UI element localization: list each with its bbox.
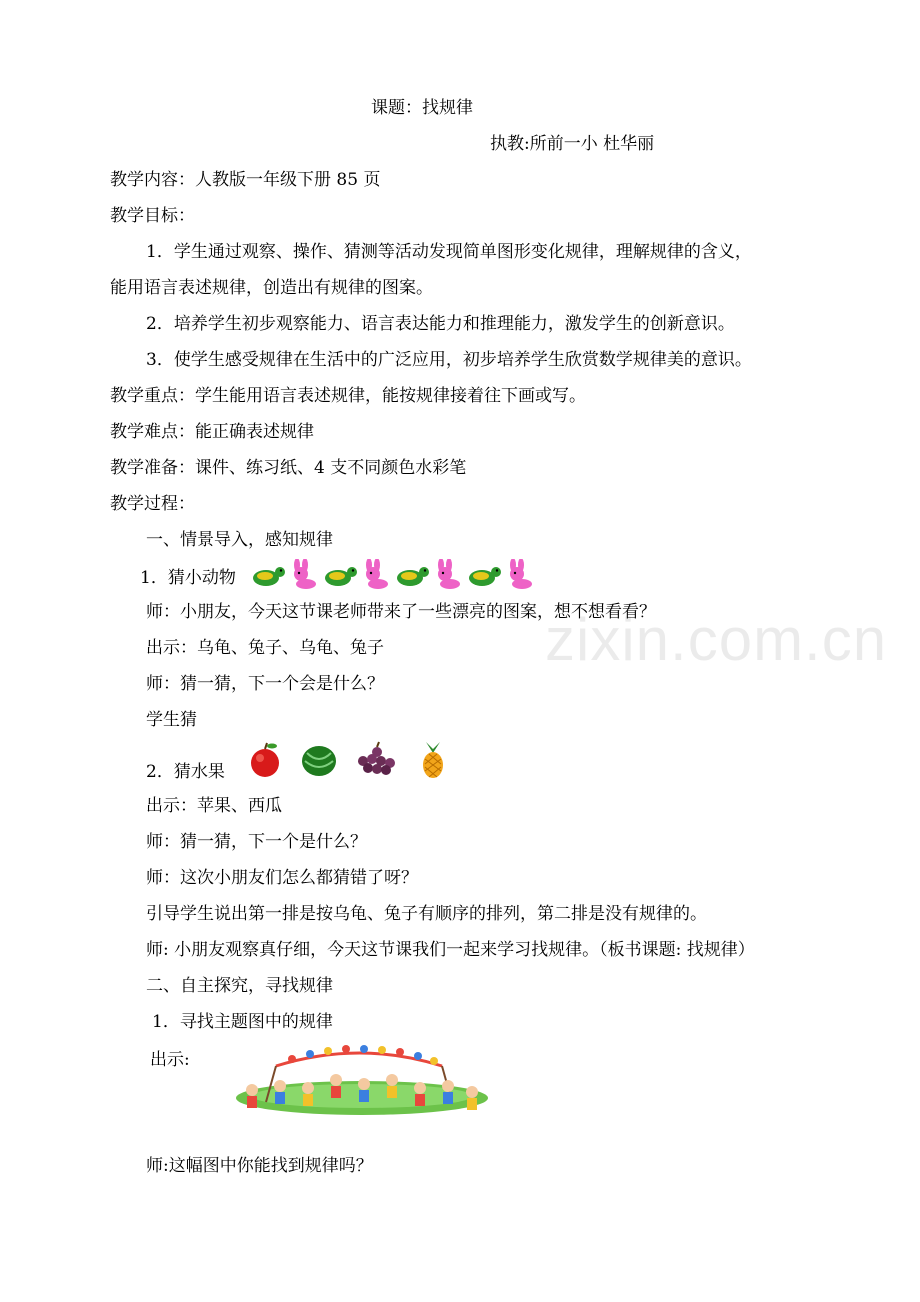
apple-icon xyxy=(245,741,285,779)
subsection-animals: 1．猜小动物 xyxy=(140,567,236,588)
animal-sequence xyxy=(250,559,538,591)
pineapple-icon xyxy=(417,741,449,779)
grapes-icon xyxy=(353,741,403,779)
goals-heading: 教学目标： xyxy=(110,206,195,226)
rabbit-icon xyxy=(286,559,322,591)
watermark: zixin.com.cn xyxy=(545,606,888,673)
goal-1-line-2: 能用语言表述规律，创造出有规律的图案。 xyxy=(110,278,433,298)
teacher-line-5: 师: 小朋友观察真仔细，今天这节课我们一起来学习找规律。（板书课题: 找规律） xyxy=(146,940,755,960)
turtle-icon xyxy=(322,559,358,591)
goal-1-line-1: 1．学生通过观察、操作、猜测等活动发现简单图形变化规律，理解规律的含义， xyxy=(146,242,752,262)
teacher-line-2: 师：猜一猜，下一个会是什么？ xyxy=(146,674,384,694)
fruit-row xyxy=(146,740,463,780)
animal-row xyxy=(140,558,538,592)
key-point: 教学重点：学生能用语言表述规律，能按规律接着往下画或写。 xyxy=(110,386,586,406)
teacher-line-6: 师:这幅图中你能找到规律吗？ xyxy=(146,1156,373,1176)
difficulty: 教学难点：能正确表述规律 xyxy=(110,422,314,442)
rabbit-icon xyxy=(502,559,538,591)
rabbit-icon xyxy=(430,559,466,591)
show-line-3: 出示: xyxy=(150,1050,190,1070)
show-line-1: 出示：乌龟、兔子、乌龟、兔子 xyxy=(146,638,384,658)
student-guess: 学生猜 xyxy=(146,710,197,730)
guide-line: 引导学生说出第一排是按乌龟、兔子有顺序的排列，第二排是没有规律的。 xyxy=(146,904,707,924)
process-heading: 教学过程： xyxy=(110,494,195,514)
subsection-fruits: 2．猜水果 xyxy=(146,761,225,782)
teacher-line-4: 师：这次小朋友们怎么都猜错了呀？ xyxy=(146,868,418,888)
theme-picture xyxy=(232,1042,488,1116)
teacher-line-1: 师：小朋友，今天这节课老师带来了一些漂亮的图案，想不想看看？ xyxy=(146,602,656,622)
section-1-heading: 一、情景导入，感知规律 xyxy=(146,530,333,550)
section-2-heading: 二、自主探究，寻找规律 xyxy=(146,976,333,996)
goal-3: 3．使学生感受规律在生活中的广泛应用，初步培养学生欣赏数学规律美的意识。 xyxy=(146,350,752,370)
teacher-info: 执教:所前一小 杜华丽 xyxy=(490,134,655,154)
turtle-icon xyxy=(466,559,502,591)
subsection-theme: 1．寻找主题图中的规律 xyxy=(152,1012,333,1032)
show-line-2: 出示：苹果、西瓜 xyxy=(146,796,282,816)
turtle-icon xyxy=(250,559,286,591)
page-title: 课题：找规律 xyxy=(371,98,473,118)
rabbit-icon xyxy=(358,559,394,591)
teaching-content: 教学内容：人教版一年级下册 85 页 xyxy=(110,170,381,190)
teacher-line-3: 师：猜一猜，下一个是什么？ xyxy=(146,832,367,852)
preparation: 教学准备：课件、练习纸、4 支不同颜色水彩笔 xyxy=(110,458,467,478)
fruit-sequence xyxy=(245,741,463,779)
goal-2: 2．培养学生初步观察能力、语言表达能力和推理能力，激发学生的创新意识。 xyxy=(146,314,735,334)
turtle-icon xyxy=(394,559,430,591)
watermelon-icon xyxy=(299,741,339,779)
